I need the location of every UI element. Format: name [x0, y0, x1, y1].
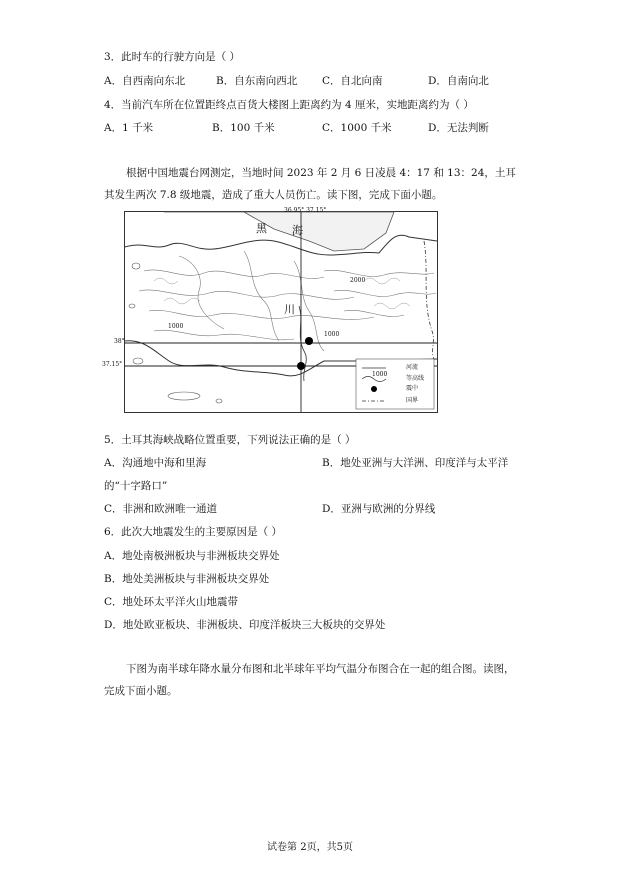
legend-contour-label: 等高线 — [406, 375, 425, 382]
map-contour-1000-label: 1000 — [168, 323, 184, 330]
q3-option-a: A．自西南向东北 — [104, 75, 186, 87]
q6-stem: 6．此次大地震发生的主要原因是（ ） — [104, 526, 283, 538]
epicenter-dot-1 — [305, 337, 313, 345]
map-land-label: 川 — [284, 303, 295, 316]
intro-paragraph-earthquake: 根据中国地震台网测定，当地时间 2023 年 2 月 6 日凌晨 4：17 和 13：24，土耳其发生两次 7.8 级地震，造成了重大人员伤亡。读下图，完成下面小题。 — [104, 167, 516, 201]
q4-option-a: A．1 千米 — [104, 122, 154, 134]
map-contour-1000b-label: 1000 — [324, 331, 340, 338]
epicenter-dot-2 — [297, 362, 305, 370]
q6-option-a: A．地处南极洲板块与非洲板块交界处 — [104, 550, 280, 562]
map-sea-label-hei: 黑 — [256, 222, 267, 235]
legend-river-label: 河流 — [406, 364, 419, 371]
q5-option-a: A．沟通地中海和里海 — [104, 457, 207, 469]
q3-stem: 3．此时车的行驶方向是（ ） — [104, 51, 241, 63]
q4-option-c: C．1000 千米 — [322, 122, 392, 134]
q4-stem: 4．当前汽车所在位置距终点百货大楼图上距离约为 4 厘米，实地距离约为（ ） — [104, 99, 474, 111]
q3-option-d: D．自南向北 — [428, 75, 489, 87]
q3-option-b: B．自东南向西北 — [216, 75, 298, 87]
legend-epicenter-label: 震中 — [406, 385, 419, 392]
q5-option-c: C．非洲和欧洲唯一通道 — [104, 503, 218, 515]
q6-option-b: B．地处美洲板块与非洲板块交界处 — [104, 573, 270, 585]
q5-stem: 5．土耳其海峡战略位置重要，下列说法正确的是（ ） — [104, 434, 356, 446]
q5-option-b-cont: 的“十字路口” — [104, 480, 168, 492]
q6-option-c: C．地处环太平洋火山地震带 — [104, 596, 239, 608]
map-lat-38-label: 38° — [114, 338, 125, 345]
map-lat-37-label: 37.15° — [102, 361, 123, 368]
q3-option-c: C．自北向南 — [322, 75, 383, 87]
map-contour-2000-label: 2000 — [350, 277, 366, 284]
map-sea-label-hai: 海 — [292, 224, 303, 237]
legend-border-label: 国界 — [406, 397, 419, 404]
legend-box — [356, 359, 434, 409]
intro-paragraph-combined-map: 下图为南半球年降水量分布图和北半球年平均气温分布图合在一起的组合图。读图，完成下面小题。 — [104, 663, 515, 697]
q6-option-d: D．地处欧亚板块、非洲板块、印度洋板块三大板块的交界处 — [104, 619, 386, 631]
q5-option-b: B．地处亚洲与大洋洲、印度洋与太平洋 — [322, 457, 509, 469]
q4-option-d: D．无法判断 — [428, 122, 489, 134]
page-footer: 试卷第 2页，共5页 — [267, 842, 353, 853]
map-top-coord: 36.95° 37.15° — [284, 207, 327, 214]
turkey-map-figure — [102, 207, 438, 413]
legend-contour-value: 1000 — [372, 371, 388, 378]
q4-option-b: B．100 千米 — [212, 122, 275, 134]
q5-option-d: D．亚洲与欧洲的分界线 — [322, 503, 436, 515]
